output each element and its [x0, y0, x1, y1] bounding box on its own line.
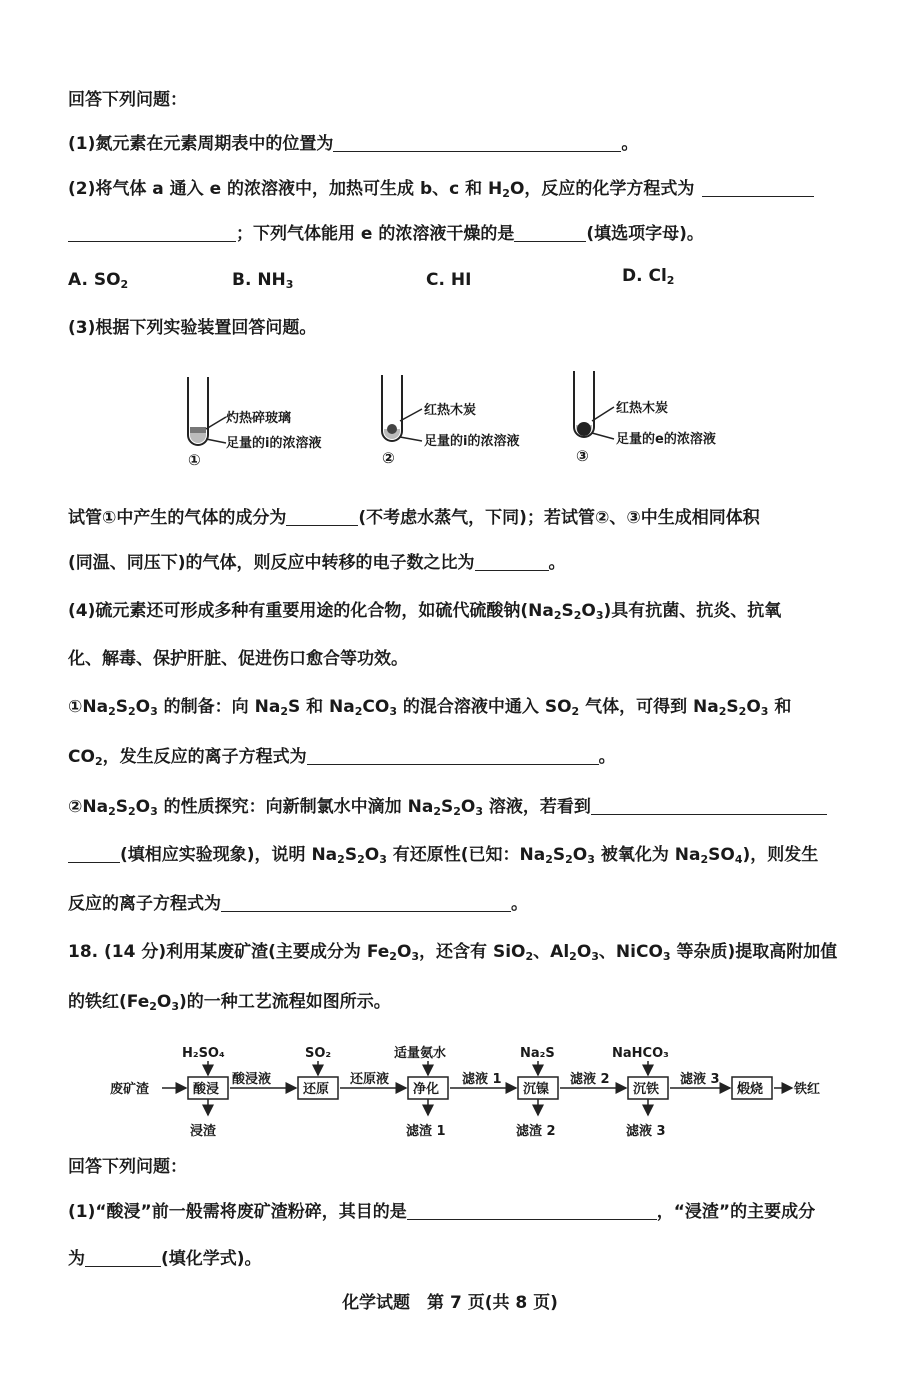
option-a: A. $SO_2$ [68, 270, 129, 291]
answer-blank[interactable] [68, 223, 236, 242]
tube-3-label-1: 红热木炭 [616, 401, 669, 416]
q18-part1-line1: (1)“酸浸”前一般需将废矿渣粉碎，其目的是 ，“浸渣”的主要成分 [68, 1202, 816, 1222]
process-flow-diagram [100, 1035, 840, 1150]
q17-part4-2-line3: 反应的离子方程式为 。 [68, 894, 528, 914]
q17-part3-line1: 试管①中产生的气体的成分为 (不考虑水蒸气，下同)；若试管②、③中生成相同体积 [68, 508, 760, 528]
flow-stream-3: 滤液 1 [462, 1072, 502, 1087]
q17-part2-line2: ；下列气体能用 e 的浓溶液干燥的是 (填选项字母)。 [68, 222, 704, 246]
tube-1-label-2: 足量的ⅰ的浓溶液 [226, 436, 322, 451]
flow-reagent-3: 适量氨水 [394, 1046, 447, 1061]
flow-stream-2: 还原液 [350, 1072, 390, 1087]
flow-residue-2: 滤渣 1 [406, 1124, 446, 1139]
answer-prompt: 回答下列问题： [68, 90, 187, 110]
answer-blank[interactable] [333, 133, 621, 152]
flow-box-1-label: 酸浸 [193, 1082, 220, 1097]
answer-blank[interactable] [286, 507, 358, 526]
test-tube-2 [382, 375, 519, 467]
option-d: D. $Cl_2$ [622, 266, 675, 287]
flow-box-6-label: 煅烧 [737, 1082, 764, 1097]
q18-intro-line1: 18. (14 分)利用某废矿渣(主要成分为 $Fe_2O_3$，还含有 SiO$_2$、$Al_2O_3$、NiCO$_3$ 等杂质)提取高附加值 [68, 942, 838, 963]
flow-residue-4: 滤液 3 [626, 1124, 666, 1139]
q17-part3: (3)根据下列实验装置回答问题。 [68, 318, 317, 338]
tube-1-label-1: 灼热碎玻璃 [226, 411, 292, 426]
flow-residue-1: 浸渣 [190, 1124, 217, 1139]
flow-start: 废矿渣 [110, 1082, 150, 1097]
page-footer: 化学试题 第 7 页(共 8 页) [342, 1293, 558, 1313]
answer-blank[interactable] [475, 552, 549, 571]
answer-blank[interactable] [307, 746, 599, 765]
tube-2-label-1: 红热木炭 [424, 403, 477, 418]
flow-reagent-2: SO₂ [305, 1046, 332, 1061]
q18-intro-line2: 的铁红$(Fe_2O_3)$的一种工艺流程如图所示。 [68, 992, 391, 1013]
flow-box-5-label: 沉铁 [633, 1082, 660, 1097]
q17-part4-2-line1: $②Na_2S_2O_3$ 的性质探究：向新制氯水中滴加 $Na_2S_2O_3$ 溶液，若看到 [68, 795, 827, 819]
flow-stream-4: 滤液 2 [570, 1072, 610, 1087]
q17-part2-line1: (2)将气体 a 通入 e 的浓溶液中，加热可生成 b、c 和 $H_2O$，反应的化学方程式为 [68, 177, 814, 201]
q17-part4-1-line2: $CO_2$，发生反应的离子方程式为 。 [68, 747, 616, 768]
answer-blank[interactable] [68, 844, 120, 863]
flow-box-3-label: 净化 [413, 1082, 440, 1097]
q17-part4-line1: (4)硫元素还可形成多种有重要用途的化合物，如硫代硫酸钠$(Na_2S_2O_3)$具有抗菌、抗炎、抗氧 [68, 601, 782, 622]
tube-3-number: ③ [576, 447, 589, 465]
flow-stream-5: 滤液 3 [680, 1072, 720, 1087]
flow-stream-1: 酸浸液 [232, 1072, 272, 1087]
answer-blank[interactable] [702, 178, 814, 197]
q17-part4-1-line1: $①Na_2S_2O_3$ 的制备：向 $Na_2S$ 和 $Na_2CO_3$ 的混合溶液中通入 $SO_2$ 气体，可得到 $Na_2S_2O_3$ 和 [68, 697, 792, 718]
answer-blank[interactable] [591, 796, 827, 815]
option-c: C. HI [426, 270, 472, 290]
option-b: B. $NH_3$ [232, 270, 294, 291]
flow-box-4-label: 沉镍 [523, 1082, 550, 1097]
answer-blank[interactable] [407, 1201, 657, 1220]
tube-2-number: ② [382, 449, 395, 467]
q17-part4-line2: 化、解毒、保护肝脏、促进伤口愈合等功效。 [68, 649, 408, 669]
flow-reagent-5: NaHCO₃ [612, 1046, 669, 1061]
flow-end: 铁红 [794, 1082, 821, 1097]
test-tube-1 [188, 377, 321, 469]
answer-blank[interactable] [514, 223, 586, 242]
tube-1-number: ① [188, 451, 201, 469]
tube-2-label-2: 足量的ⅰ的浓溶液 [424, 434, 520, 449]
tube-3-label-2: 足量的e的浓溶液 [616, 432, 716, 447]
q18-answer-prompt: 回答下列问题： [68, 1157, 187, 1177]
q17-part3-line2: (同温、同压下)的气体，则反应中转移的电子数之比为 。 [68, 553, 566, 573]
flow-box-2-label: 还原 [303, 1082, 330, 1097]
flow-reagent-1: H₂SO₄ [182, 1046, 225, 1061]
flow-residue-3: 滤渣 2 [516, 1124, 556, 1139]
answer-blank[interactable] [221, 893, 511, 912]
flow-reagent-4: Na₂S [520, 1046, 555, 1061]
q17-part4-2-line2: (填相应实验现象)，说明 $Na_2S_2O_3$ 有还原性(已知：$Na_2S_2O_3$ 被氧化为 $Na_2SO_4$)，则发生 [68, 843, 818, 867]
answer-blank[interactable] [85, 1248, 161, 1267]
q17-part1: (1)氮元素在元素周期表中的位置为 。 [68, 134, 639, 154]
test-tube-3 [574, 371, 716, 465]
test-tube-diagram [170, 365, 760, 475]
q18-part1-line2: 为 (填化学式)。 [68, 1249, 262, 1269]
